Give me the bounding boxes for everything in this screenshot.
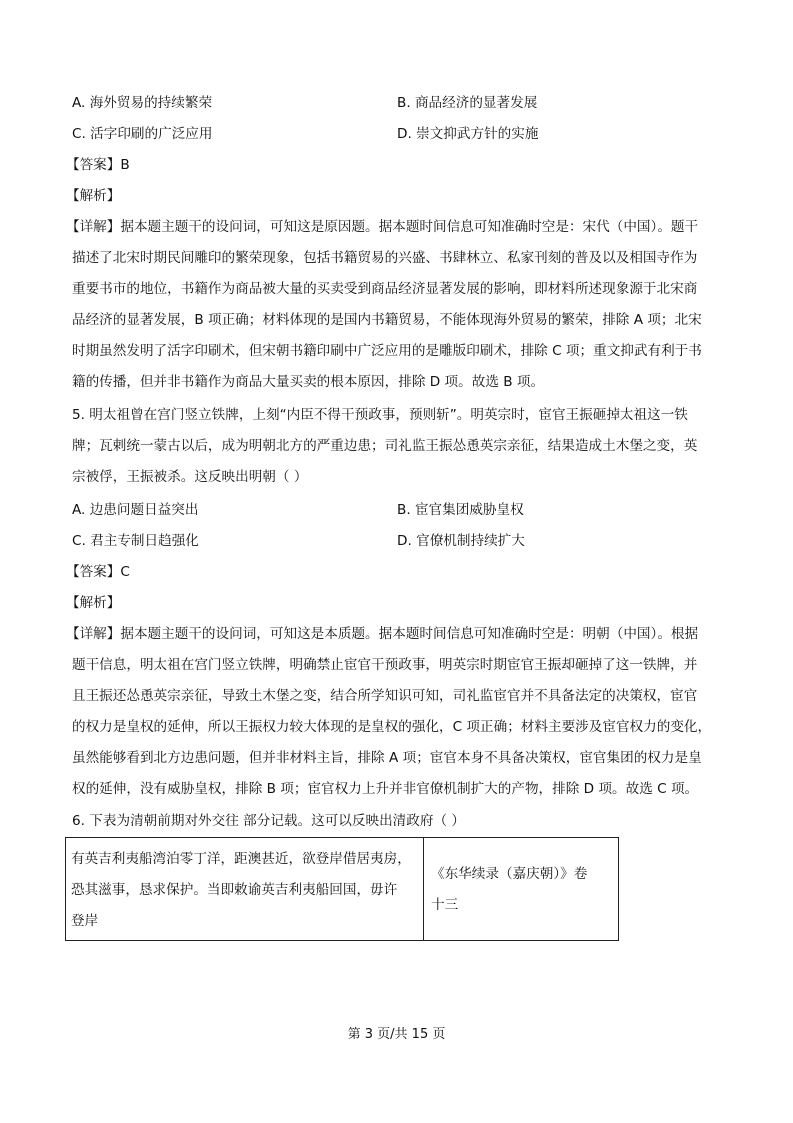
page-number: 第 3 页/共 15 页 bbox=[347, 1027, 446, 1042]
q4-option-a: A. 海外贸易的持续繁荣 bbox=[72, 95, 213, 111]
q6-table bbox=[65, 837, 619, 941]
table-cell-text: 恐其滋事，恳求保护。当即敕谕英吉利夷船回国，毋许 bbox=[71, 882, 398, 898]
table-cell-text: 有英吉利夷船湾泊零丁洋，距澳甚近，欲登岸借居夷房， bbox=[71, 851, 411, 867]
q5-analysis-heading: 【解析】 bbox=[66, 595, 121, 611]
q4-analysis-heading: 【解析】 bbox=[66, 188, 121, 204]
q5-detail-line: 的权力是皇权的延伸，所以王振权力较大体现的是皇权的强化，C 项正确；材料主要涉及宦官权力的变化， bbox=[72, 719, 712, 735]
table-divider bbox=[423, 838, 424, 940]
q5-detail-line: 权的延伸，没有威胁皇权，排除 B 项；宦官权力上升并非官僚机制扩大的产物，排除 D 项。故选 C 项。 bbox=[72, 781, 699, 797]
q4-option-c: C. 活字印刷的广泛应用 bbox=[72, 126, 213, 142]
q5-detail-line: 题干信息，明太祖在宫门竖立铁牌，明确禁止宦官干预政事，明英宗时期宦官王振却砸掉了这一铁牌，并 bbox=[72, 657, 698, 673]
q4-detail-line: 籍的传播，但并非书籍作为商品大量买卖的根本原因，排除 D 项。故选 B 项。 bbox=[72, 374, 545, 390]
q5-stem-line: 宗被俘，王振被杀。这反映出明朝（ ） bbox=[72, 469, 308, 485]
q5-detail-line: 且王振还怂恿英宗亲征，导致土木堡之变，结合所学知识可知，司礼监宦官并不具备法定的决策权，宦官 bbox=[72, 688, 698, 704]
table-source-text: 十三 bbox=[431, 897, 459, 913]
q5-detail-line: 虽然能够看到北方边患问题，但并非材料主旨，排除 A 项；宦官本身不具备决策权，宦官集团的权力是皇 bbox=[72, 750, 702, 766]
q5-option-c: C. 君主专制日趋强化 bbox=[72, 533, 199, 549]
q5-option-a: A. 边患问题日益突出 bbox=[72, 502, 199, 518]
q5-detail-line: 【详解】据本题主题干的设问词，可知这是本质题。据本题时间信息可知准确时空是：明朝（中国）。根据 bbox=[66, 626, 699, 642]
q5-option-d: D. 官僚机制持续扩大 bbox=[397, 533, 525, 549]
q5-stem-line: 5. 明太祖曾在宫门竖立铁牌，上刻“内臣不得干预政事，预则斩”。明英宗时，宦官王振砸掉太祖这一铁 bbox=[72, 407, 688, 423]
q4-detail-line: 重要书市的地位，书籍作为商品被大量的买卖受到商品经济显著发展的影响，即材料所述现象源于北宋商 bbox=[72, 281, 698, 297]
q4-detail-line: 品经济的显著发展，B 项正确；材料体现的是国内书籍贸易，不能体现海外贸易的繁荣，排除 A 项；北宋 bbox=[72, 312, 702, 328]
q5-answer: 【答案】C bbox=[66, 564, 130, 580]
q4-option-b: B. 商品经济的显著发展 bbox=[397, 95, 538, 111]
q4-detail-line: 描述了北宋时期民间雕印的繁荣现象，包括书籍贸易的兴盛、书肆林立、私家刊刻的普及以及相国寺作为 bbox=[72, 250, 698, 266]
q4-option-d: D. 崇文抑武方针的实施 bbox=[397, 126, 539, 142]
q4-detail-line: 时期虽然发明了活字印刷术，但宋朝书籍印刷中广泛应用的是雕版印刷术，排除 C 项；重文抑武有利于书 bbox=[72, 343, 702, 359]
table-cell-text: 登岸 bbox=[71, 913, 99, 929]
q6-stem: 6. 下表为清朝前期对外交往 部分记载。这可以反映出清政府（ ） bbox=[72, 813, 465, 829]
table-source-text: 《东华续录（嘉庆朝）》卷 bbox=[431, 866, 588, 882]
q4-detail-line: 【详解】据本题主题干的设问词，可知这是原因题。据本题时间信息可知准确时空是：宋代（中国）。题干 bbox=[66, 219, 699, 235]
q4-answer: 【答案】B bbox=[66, 157, 130, 173]
q5-stem-line: 牌；瓦剌统一蒙古以后，成为明朝北方的严重边患；司礼监王振怂恿英宗亲征，结果造成土木堡之变，英 bbox=[72, 438, 698, 454]
q5-option-b: B. 宦官集团威胁皇权 bbox=[397, 502, 524, 518]
